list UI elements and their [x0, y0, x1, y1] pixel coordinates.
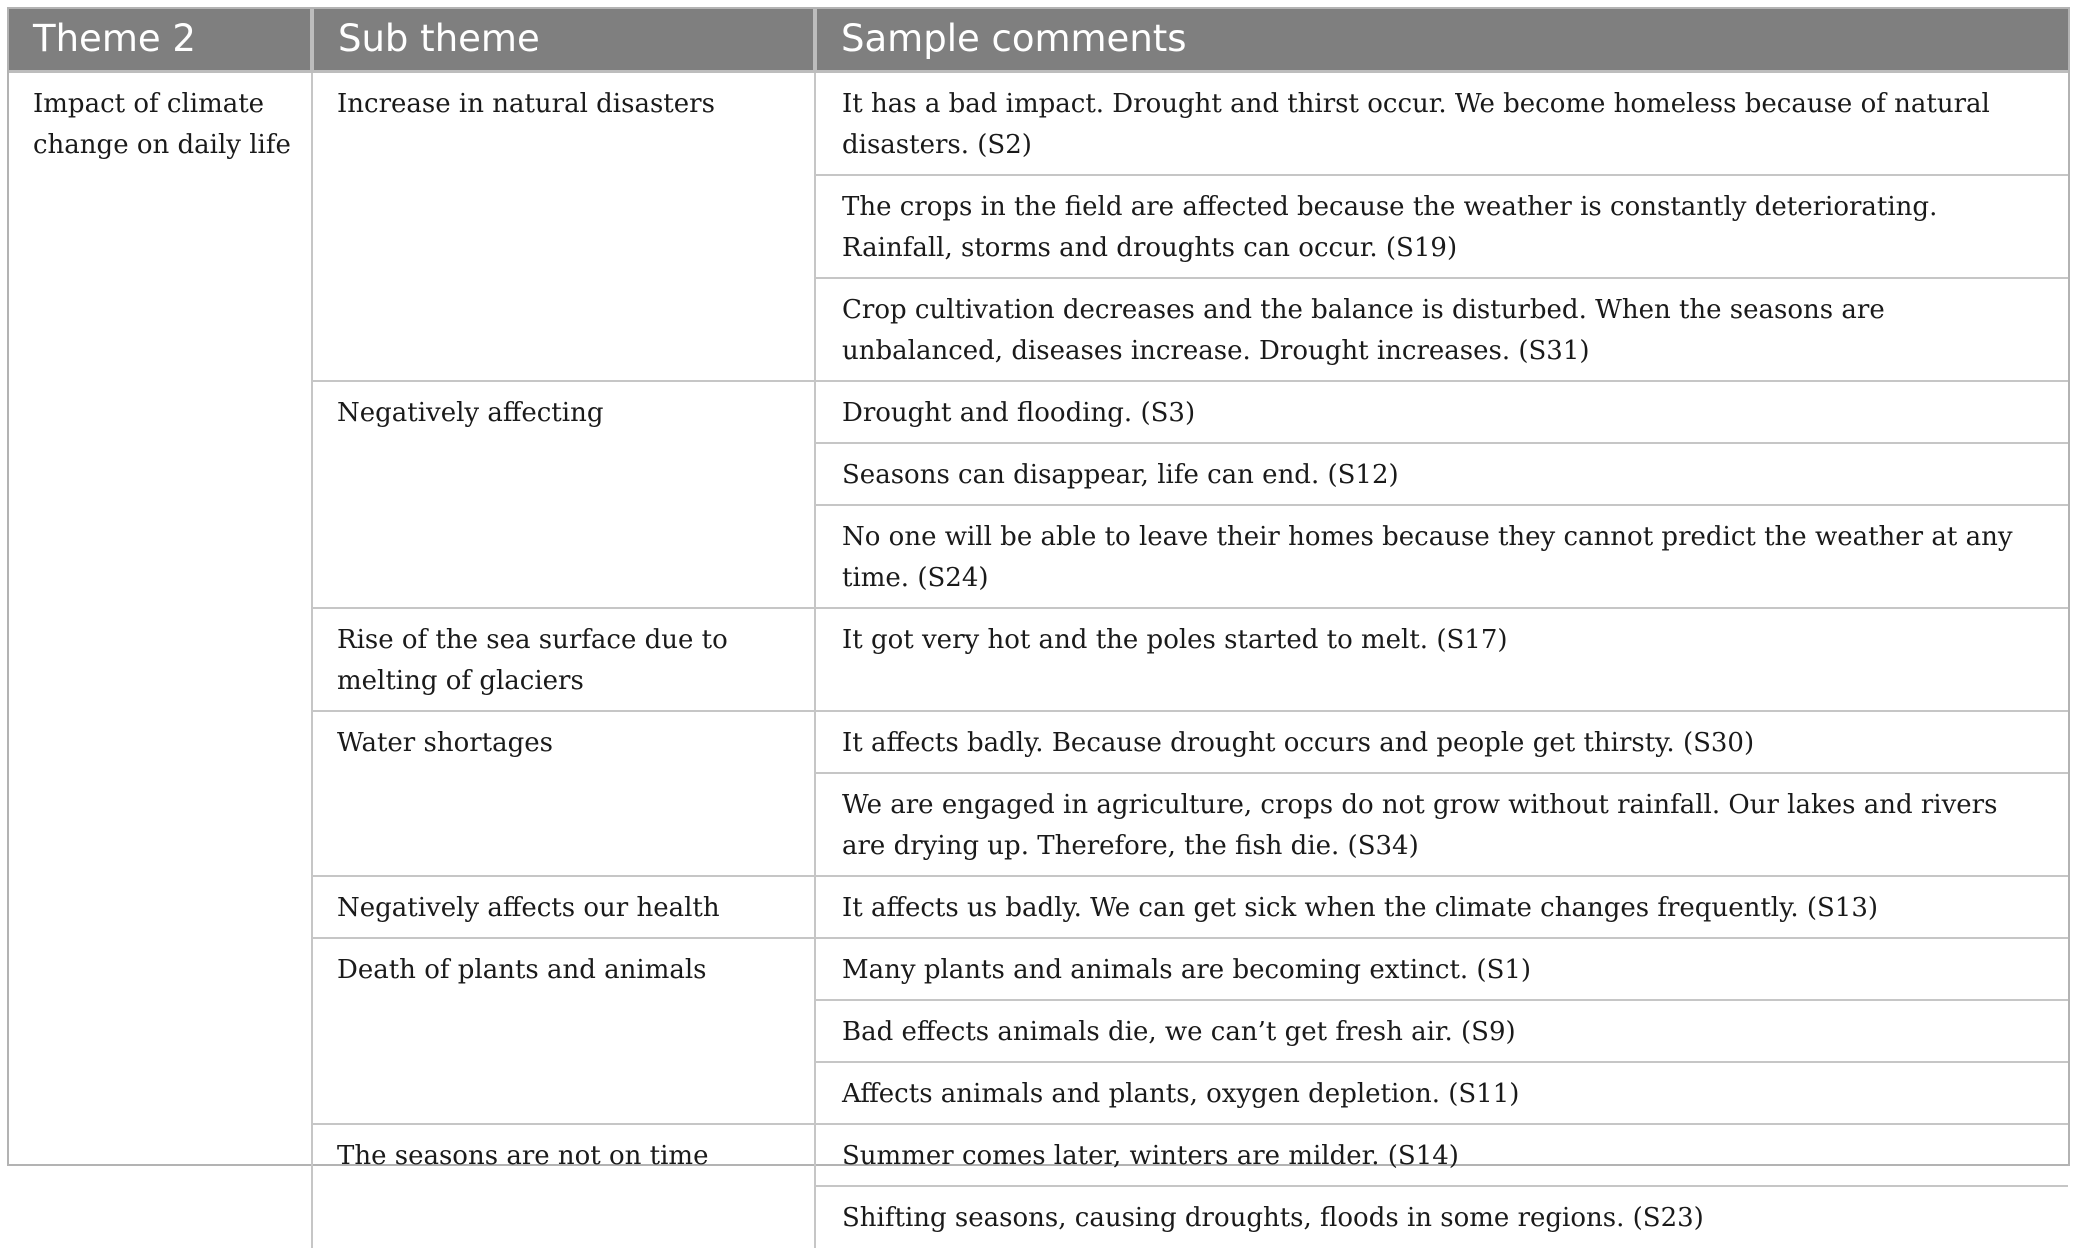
comment-cell: Affects animals and plants, oxygen depletion. (S11) [815, 1062, 2068, 1124]
header-row [9, 9, 2068, 71]
comment-cell: Crop cultivation decreases and the balance is disturbed. When the seasons are unbalanced, diseases increase. Drought increases. (S31) [815, 278, 2068, 381]
themes-table [9, 9, 2068, 1248]
table-row [9, 711, 2068, 773]
comment-cell: It affects badly. Because drought occurs and people get thirsty. (S30) [815, 711, 2068, 773]
comment-cell: The crops in the field are affected because the weather is constantly deteriorating. Rainfall, storms and droughts can occur. (S19) [815, 175, 2068, 278]
header-sample-comments: Sample comments [815, 9, 2068, 71]
table-row [9, 71, 2068, 175]
table-row [9, 381, 2068, 443]
comment-cell: It affects us badly. We can get sick when the climate changes frequently. (S13) [815, 876, 2068, 938]
table-row [9, 1124, 2068, 1186]
comment-cell: Bad effects animals die, we can’t get fresh air. (S9) [815, 1000, 2068, 1062]
comment-cell: Drought and flooding. (S3) [815, 381, 2068, 443]
sub-theme-cell: Increase in natural disasters [312, 71, 815, 381]
sub-theme-cell: The seasons are not on time [312, 1124, 815, 1248]
comment-cell: Seasons can disappear, life can end. (S12) [815, 443, 2068, 505]
theme-cell: Impact of climate change on daily life [33, 88, 291, 160]
sub-theme-cell: Death of plants and animals [312, 938, 815, 1124]
comment-cell: We are engaged in agriculture, crops do not grow without rainfall. Our lakes and rivers are drying up. Therefore, the fish die. (S34) [815, 773, 2068, 876]
comments-table-container [7, 7, 2070, 1233]
header-theme: Theme 2 [9, 9, 312, 71]
comment-cell: Shifting seasons, causing droughts, floods in some regions. (S23) [815, 1186, 2068, 1248]
sub-theme-cell: Rise of the sea surface due to melting of glaciers [312, 608, 815, 711]
header-sub-theme: Sub theme [312, 9, 815, 71]
table-row [9, 938, 2068, 1000]
comment-cell: Summer comes later, winters are milder. (S14) [815, 1124, 2068, 1186]
table-row [9, 876, 2068, 938]
sub-theme-cell: Negatively affecting [312, 381, 815, 608]
sub-theme-cell: Water shortages [312, 711, 815, 876]
table-row [9, 608, 2068, 711]
comment-cell: Many plants and animals are becoming extinct. (S1) [815, 938, 2068, 1000]
sub-theme-cell: Negatively affects our health [312, 876, 815, 938]
comment-cell: No one will be able to leave their homes because they cannot predict the weather at any time. (S24) [815, 505, 2068, 608]
comment-cell: It has a bad impact. Drought and thirst occur. We become homeless because of natural disasters. (S2) [815, 71, 2068, 175]
comment-cell: It got very hot and the poles started to melt. (S17) [815, 608, 2068, 711]
